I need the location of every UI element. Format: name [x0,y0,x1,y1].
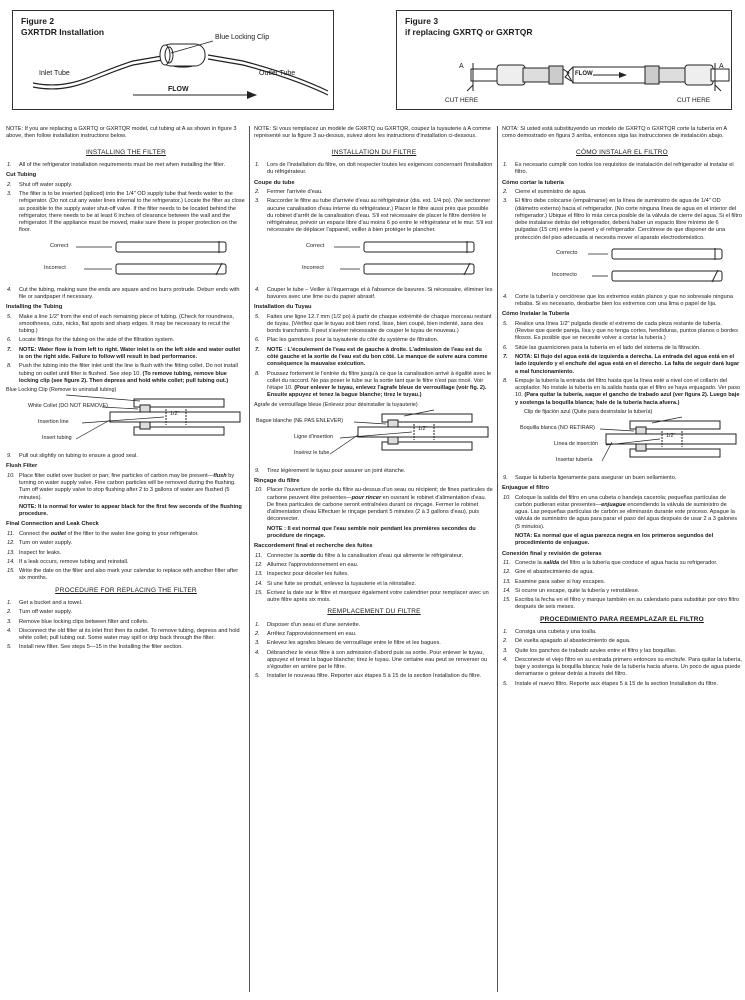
outlet-tube-label: Outlet Tube [259,70,296,77]
incorrect-label: Incorrect [44,264,66,271]
figure-2-drawing [13,11,335,111]
cut-here-right-label: CUT HERE [677,97,711,104]
locking-clip-caption: Blue Locking Clip (Remove to uninstall tubing) [6,387,117,394]
step-item: 10. Coloque la salida del filtro en una cubeta o bandeja cacerola; pequeñas partículas de carbón pudieran estar presentes—enjuague encendiendo la válvula de suministro de agua. Las pequeñas partículas de carbón se eliminarán durante este proceso. Apague la válvula de suministro de agua para parar el paso del agua después de usar 2 a 3 galones (5 minutos). NOTA: Es normal que el agua parezca negra en los primeros segundos del procedimiento de enjuague. [503,494,738,547]
step-item: 5. Instale el nuevo filtro. Reporte aux étapes 5 à 15 de la section Installation du filtre. [503,680,719,687]
step-item: 12. Turn on water supply. [7,540,73,547]
section-heading: INSTALLATION DU FILTRE [331,148,417,156]
subheading: Rinçage du filtre [254,477,300,484]
step-item: 3. Quite los ganchos de trabado azules entre el filtro y las boquillas. [503,647,677,654]
figure-3-caption: if replacing GXRTQ or GXRTQR [405,26,533,37]
subheading: Cómo Instalar la Tubería [502,311,570,318]
cut-point-a-left: A [459,63,464,70]
incorrect-label: Incorrect [302,264,324,271]
step-item: 1. Es necesario cumplir con todos los requisitos de instalación del refrigerador al instalar el filtro. [503,161,734,176]
step-item: 6. Sitúe las guarniciones para la tubería en el lado del sistema de la filtración. [503,344,701,351]
white-collet-label: Bague blanche (NE PAS ENLEVER) [256,417,344,424]
tube-cut-figure [254,238,494,282]
spanish-column [502,126,742,992]
subheading: Installing the Tubing [6,304,63,311]
figure-2-caption: GXRTDR Installation [21,26,105,37]
figure-3-number: Figure 3 [405,16,439,26]
correct-label: Correcto [556,249,578,256]
step-item: 6. Locate fittings for the tubing on the side of the filtration system. [7,337,175,344]
column-divider [497,126,498,992]
step-item: 11. Conecte la salida del filtro a la tubería que conduce el agua hacia su refrigerador. [503,560,718,567]
step-item: 11. Connect the outlet of the filter to the water line going to your refrigerator. [7,531,199,537]
step-item: 1. Consiga una cubeta y una toalla. [503,629,597,636]
half-inch-label: 1/2" [418,425,428,432]
subheading: Raccordement final et recherche des fuites [254,543,373,550]
subheading: Final Connection and Leak Check [6,521,99,528]
step-item: 5. Install new filter. See steps 5—15 in the Installing the filter section. [7,644,183,651]
step-item: 2. Cierre el suministro de agua. [503,189,587,196]
figure-3 [396,10,732,110]
step-item: 10. Place filter outlet over bucket or pan; fine particles of carbon may be present—flush by turning on water supply valve. Fine carbon particles will be removed during the flushing. Turn off water supply valve to stop flushing after 2 to 3 gallons of water are flushed (5 minutes). NOTE: It is normal for water to appear black for the first few seconds of the flushing procedure. [7,472,242,518]
replacement-note: NOTE: If you are replacing a GXRTQ or GXRTQR model, cut tubing at A as shown in figure 3 above, then follow installation instructions below. [6,126,237,140]
incorrect-label: Incorrecto [552,271,577,278]
step-item: 15. Escriba la fecha en el filtro y marque también en su calendario para substituir por otro filtro después de seis meses. [503,597,740,611]
step-item: 8. Push the tubing into the filter inlet until the line is flush with the fitting collet. Do not install tubing on outlet until filter is flushed. See step 10. (To remove tubing, remove blue locking clip (see figure 2). Then depress and hold white collet; pull tubing out.) [7,363,238,384]
insertion-line-label: Línea de inserción [554,440,599,447]
locking-clip-caption: Clip de fijación azul (Quite para desinstalar la tubería) [524,408,653,415]
subheading: Coupe du tube [254,179,295,186]
replacement-note: NOTA: Si usted está substituyendo un modelo de GXRTQ o GXRTQR corte la tubería en A como demostrado en figura 3 arriba, entonces siga las instrucciones de instalación abajo. [502,126,727,140]
step-item: 4. Disconnect the old filter at its inlet first then its outlet. To remove tubing, depress and hold white collet; pull tubing out. Some water may spill or drip back through the filter. [7,627,240,642]
step-item: 15. Write the date on the filter and also mark your calendar to replace with another filter after six months. [7,568,239,582]
locking-clip-figure [254,402,494,464]
step-item: 3. El filtro debe colocarse (empalmarse) en la línea de suministro de agua de 1/4" OD (diámetro externo) hacia el refrigerador. (No corte ninguna línea de agua en el interior del refrigerador.) Ubique el filtro lo más cerca posible de la válvula de cierre del agua. Si el filtro debe instalarse detrás del refrigerador, deberá haber un espacio libre mínimo de 6 pulgadas (15 cm) entre la pared y el refrigerador. Cerciórese de que disponer de una protección del piso adecuada si necesita mover el aparato electrodoméstico. [503,198,742,241]
figure-2 [12,10,334,110]
correct-label: Correct [50,242,69,249]
white-collet-label: White Collet (DO NOT REMOVE) [28,403,108,410]
correct-label: Correct [306,242,325,249]
replacement-note: NOTE: Si vous remplacez un modèle de GXRTQ ou GXRTQR, coupez la tuyauterie à A comme représenté sur la figure 3 au-dessus, suivez alors les instructions d'installation ci-dessous. [254,126,491,140]
step-item: 11. Connecter la sortie du filtre à la canalisation d'eau qui alimente le réfrigérateur. [255,552,464,559]
insertion-line-label: Insertion line [38,419,69,426]
white-collet-label: Boquilla blanca (NO RETIRAR) [520,424,595,431]
subheading: Installation du Tuyau [254,304,312,311]
step-item: 1. Get a bucket and a towel. [7,600,83,607]
step-item: 9. Pull out slightly on tubing to ensure a good seal. [7,453,138,460]
cut-here-left-label: CUT HERE [445,97,479,104]
inlet-tube-label: Inlet Tube [39,70,70,77]
subheading: Flush Filter [6,463,38,470]
step-item: 7. NOTE: Water flow is from left to right. Water inlet is on the left side and water outlet is on the right side. Failure to follow will result in bad performance. [7,346,241,361]
step-item: 3. The filter is to be inserted (spliced) into the 1/4" OD supply tube that feeds water to the refrigerator. (Do not cut any water lines internal to the refrigerator.) Locate the filter as close as possible to the supply water shut-off valve. If the filter needs to be located behind the refrigerator, there needs to be at least 6 inches of clearance between the wall and the refrigerator. If the appliance must be moved, make sure there is proper protection on the floor. [7,191,245,234]
step-item: 5. Make a line 1/2" from the end of each remaining piece of tubing. (Check for roundness, smoothness, cuts, nicks, flat spots and sharp edges. It may be necessary to recut the tubing.) [7,313,234,335]
step-item: 4. Débranchez le vieux filtre à son admission d'abord puis sa sortie. Pour enlever le tuyau, appuyez et tenez la bague blanche; tirez le tuyau. Une certaine eau peut se renverser ou s'égoutter en arrière par le filtre. [255,649,488,671]
step-item: 1. Disposer d'un seau et d'une serviette. [255,621,361,628]
step-item: 7. NOTE : L'écoulement de l'eau est de gauche à droite. L'admission de l'eau est du côté gauche et la sortie de l'eau est du bon côté. Le manque de suivre aura comme conséquence la mauvaise exécution. [255,346,488,368]
step-item: 2. Fermer l'arrivée d'eau. [255,189,323,196]
subheading: Conexión final y revisión de goteras [502,550,602,557]
flow-label: FLOW [575,71,593,77]
step-item: 14. Si une fuite se produit, enlevez la tuyauterie et la réinstallez. [255,580,416,587]
step-item: 1. Lors de l'installation du filtre, on doit respecter toutes les exigences concernant l'installation du réfrigérateur. [255,161,493,176]
figure-3-drawing [397,11,733,111]
step-item: 8. Empuje la tubería la entrada del filtro hasta que la línea esté a nivel con el collarín del acoplador. No instale la tubería en la salida hasta que el filtro se haya enjuagado. Ver paso 10. (Para quitar la tubería, saque el gancho de trabado azul (ver figura 2). Luego baje y sostenga la boquilla blanca; hale de la tubería hacia afuera.) [503,377,741,406]
section-heading: INSTALLING THE FILTER [85,148,167,156]
step-item: 3. Enlevez les agrafes bleues de verrouillage entre le filtre et les bagues. [255,640,441,647]
english-column [6,126,246,992]
insertion-line-label: Ligne d'insertion [294,433,334,440]
step-item: 5. Faites une ligne 12.7 mm (1/2 po) à partir de chaque extrémité de chaque morceau restant de tuyau. (Vérifiez que le tuyau soit bien rond, lisse, bien coupé, bien indenté, sans des bords tranchants. Il peut s'avérer nécessaire de couper le tuyau de nouveau.) [255,313,492,335]
step-item: 4. Corte la tubería y cerciórese que los extremos están planos y que no sobresale ninguna rebaba. Si es necesario, desbarbe bien los extremos con una lima o papel de lija. [503,293,733,308]
section-heading: PROCEDIMIENTO PARA REEMPLAZAR EL FILTRO [540,615,704,623]
insert-tubing-label: Insérez le tube [294,449,330,456]
tube-cut-figure [502,245,742,289]
step-item: 2. Shut off water supply. [7,181,73,188]
step-item: 2. Turn off water supply. [7,609,73,616]
step-item: 6. Plac les garnitures pour la tuyauterie du côté du système de filtration. [255,337,439,344]
step-item: 12. Allumez l'approvisionnement en eau. [255,562,359,569]
subheading: Enjuague el filtro [502,485,550,492]
step-item: 13. Inspect for leaks. [7,549,62,556]
step-item: 3. Raccorder le filtre au tube d'arrivée d'eau au réfrigérateur (dia. ext. 1/4 po). (Ne sectionner aucune canalisation d'eau interne du réfrigérateur.) Placer le filtre aussi près que possible du robinet d'arrêt de la canalisation d'eau. S'il est nécessaire de placer le filtre derrière le réfrigérateur, prévoir un espace libre d'au moins 6 po entre le réfrigérateur et le mur. S'il est nécessaire de déplacer l'appareil, veiller à bien protéger le plancher. [255,198,493,234]
insert-tubing-label: Insertar tubería [556,456,593,463]
column-divider [249,126,250,992]
flow-label: FLOW [168,86,189,93]
step-item: 1. All of the refrigerator installation requirements must be met when installing the filter. [7,161,226,168]
step-item: 4. Couper le tube – Veiller à l'équerrage et à l'absence de bavures. Si nécessaire, éliminer les bavures avec une lime ou du papier abrasif. [255,286,493,300]
step-item: 13. Inspectez pour déceler les fuites. [255,571,349,578]
step-item: 13. Examine para saber si hay escapes. [503,578,606,585]
half-inch-label: 1/2" [666,432,676,439]
step-item: 4. Desconecte el viejo filtro en su entrada primero entonces su enchufe. Para quitar la tubería, baje y sostenga la boquilla blanca; hale de la tubería hacia afuera. Un poco de agua puede derramarse o gotear detrás a través del filtro. [503,656,742,678]
section-heading: PROCEDURE FOR REPLACING THE FILTER [55,586,197,594]
step-item: 14. If a leak occurs, remove tubing and reinstall. [7,558,129,565]
step-item: 14. Si ocurre un escape, quite la tubería y reinstálese. [503,587,640,594]
french-column [254,126,494,992]
step-item: 12. Gire el abastecimiento de agua. [503,569,594,576]
cut-point-a-right: A [719,63,724,70]
half-inch-label: 1/2" [170,411,180,418]
step-item: 4. Cut the tubing, making sure the ends are square and no burrs protrude. Deburr ends with file or sandpaper if necessary. [7,286,240,300]
subheading: Cómo cortar la tubería [502,179,564,186]
blue-locking-clip-label: Blue Locking Clip [215,34,270,41]
tube-cut-figure [6,238,246,282]
step-item: 9. Tirez légèrement le tuyau pour assurer un joint étanche. [255,467,406,474]
step-item: 8. Poussez fortement le l'entrée du filtre jusqu'à ce que la canalisation arrivé à égalité avec le collet du raccord. Ne pas poser le tube sur la sortie tant que le filtre n'est pas rincé. Voir l'étape 10. (Pour enlever le tuyau, enlevez l'agrafe bleue de verrouillage (voir fig. 2). Ensuite appuyez et tenez la bague blanche; tirez le tuyau.) [255,370,492,399]
step-item: 15. Écrivez la date sur le filtre et marquez également votre calendrier pour remplacer avec un autre filtre après six mois. [255,589,489,604]
step-item: 2. Dé vuelta apagado al abastecimiento de agua. [503,638,631,645]
step-item: 3. Remove blue locking clips between filter and collets. [7,618,149,625]
insert-tubing-label: Insert tubing [42,435,72,442]
locking-clip-figure [502,409,742,471]
step-item: 9. Saque la tubería ligeramente para asegurar un buen sellamiento. [503,474,677,481]
subheading: Cut Tubing [6,172,37,179]
step-item: 7. NOTA: El flujo del agua está de izquierda a derecha. La entrada del agua está en el lado izquierdo y el enchufe del agua está en el derecho. La falta de seguir dará lugar a mal funcionamiento. [503,354,740,375]
step-item: 2. Arrêtez l'approvisionnement en eau. [255,631,357,638]
step-item: 5. Installer le nouveau filtre. Reporter aux étapes 5 à 15 de la section Installation du filtre. [255,673,482,680]
step-item: 5. Realice una línea 1/2" pulgada desde el extremo de cada pieza restante de tubería. (Revise que quede pareja, lisa y que no tenga cortes, hendiduras, puntos planos o bordes filosos. Es posible que se necesite volver a cortar la tubería.) [503,320,738,342]
section-heading: REMPLACEMENT DU FILTRE [327,608,421,616]
locking-clip-figure [6,387,246,449]
locking-clip-caption: Agrafe de verrouillage bleue (Enlevez pour désinstaller la tuyauterie) [254,401,418,408]
figure-2-number: Figure 2 [21,16,55,26]
step-item: 10. Placer l'ouverture de sortie du filtre au-dessus d'un seau ou récipient; de fines particules de carbone peuvent être présentes—pour rincer en ouvrant le robinet d'alimentation d'eau. De fines particules de carbone seront entraînées durant ce rinçage. Fermer le robinet d'alimentation d'eau Effectuer le rinçage pendant 5 minutes (2 à 3 gallons d'eau), puis déconnecter. NOTE : Il est normal que l'eau semble noir pendant les premières secondes du procédure de rinçage. [255,487,493,539]
section-heading: CÓMO INSTALAR EL FILTRO [576,148,668,156]
